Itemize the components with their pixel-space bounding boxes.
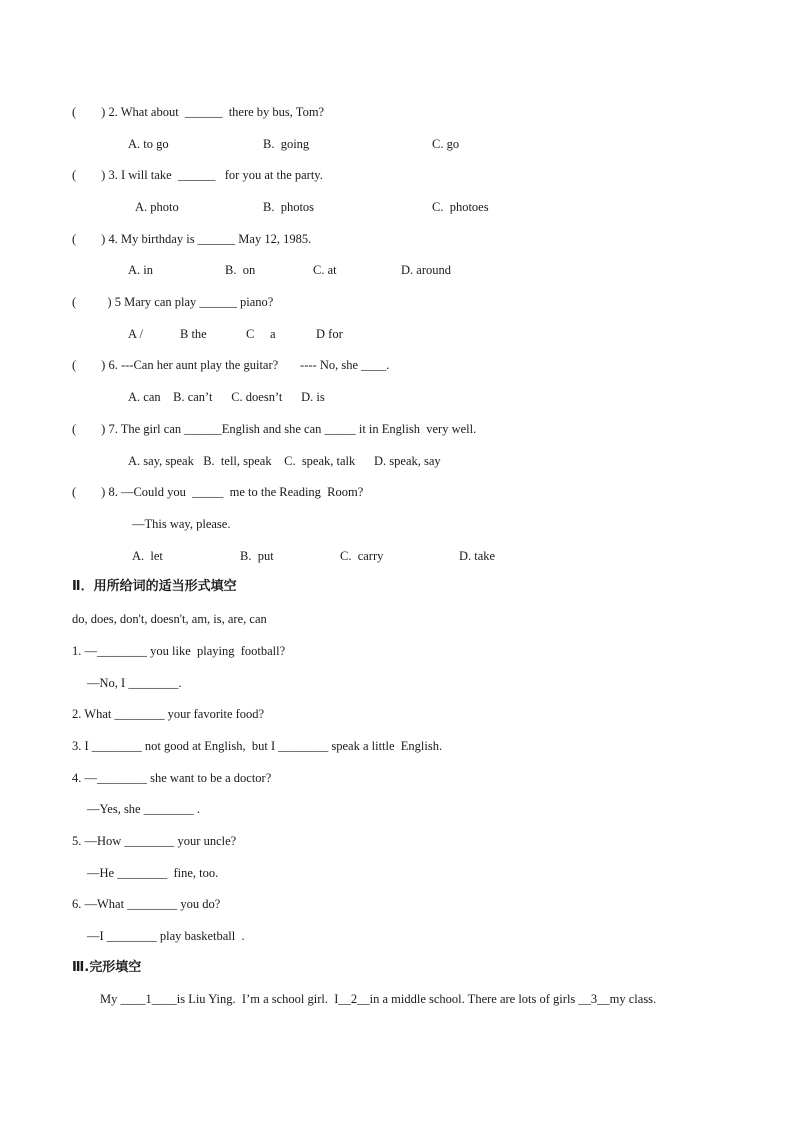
question-3-option-a: A. photo [135,200,179,214]
question-4-option-c: C. at [313,263,337,277]
fill-line-1-reply: —No, I ________. [87,676,182,690]
question-4-option-d: D. around [401,263,451,277]
fill-line-6: 6. —What ________ you do? [72,897,221,911]
question-5-option-d: D for [316,327,343,341]
question-5-stem: ( ) 5 Mary can play ______ piano? [72,295,274,309]
question-3-option-c: C. photoes [432,200,489,214]
question-8-option-b: B. put [240,549,274,563]
question-8-option-c: C. carry [340,549,384,563]
question-4-option-a: A. in [128,263,153,277]
question-8-option-d: D. take [459,549,496,563]
fill-line-4-reply: —Yes, she ________ . [87,802,200,816]
cloze-passage: My ____1____is Liu Ying. I’m a school girl. I__2__in a middle school. There are lots of girls __3__my class. [100,992,657,1006]
question-2-option-b: B. going [263,137,310,151]
fill-line-1: 1. —________ you like playing football? [72,644,286,658]
question-6-stem: ( ) 6. ---Can her aunt play the guitar? ---- No, she ____. [72,358,390,372]
fill-line-3: 3. I ________ not good at English, but I ________ speak a little English. [72,739,443,753]
section-3-title: Ⅲ.完形填空 [72,960,142,975]
question-2-stem: ( ) 2. What about ______ there by bus, Tom? [72,105,325,119]
question-4-stem: ( ) 4. My birthday is ______ May 12, 1985. [72,232,312,246]
question-7-options: A. say, speak B. tell, speak C. speak, talk D. speak, say [128,454,441,468]
fill-line-2: 2. What ________ your favorite food? [72,707,265,721]
question-3-stem: ( ) 3. I will take ______ for you at the party. [72,168,323,182]
fill-line-6-reply: —I ________ play basketball . [87,929,245,943]
question-5-option-a: A / [128,327,143,341]
question-8-option-a: A. let [132,549,163,563]
question-5-option-c: C a [246,327,276,341]
question-3-option-b: B. photos [263,200,315,214]
question-4-option-b: B. on [225,263,256,277]
fill-line-5: 5. —How ________ your uncle? [72,834,237,848]
fill-line-5-reply: —He ________ fine, too. [87,866,219,880]
section-2-word-bank: do, does, don't, doesn't, am, is, are, can [72,612,267,626]
question-2-option-c: C. go [432,137,460,151]
question-8-reply: —This way, please. [132,517,231,531]
question-2-option-a: A. to go [128,137,169,151]
section-2-title: Ⅱ．用所给词的适当形式填空 [72,579,237,594]
question-5-option-b: B the [180,327,207,341]
question-7-stem: ( ) 7. The girl can ______English and she can _____ it in English very well. [72,422,477,436]
question-6-options: A. can B. can’t C. doesn’t D. is [128,390,325,404]
fill-line-4: 4. —________ she want to be a doctor? [72,771,272,785]
question-8-stem: ( ) 8. —Could you _____ me to the Reading Room? [72,485,364,499]
